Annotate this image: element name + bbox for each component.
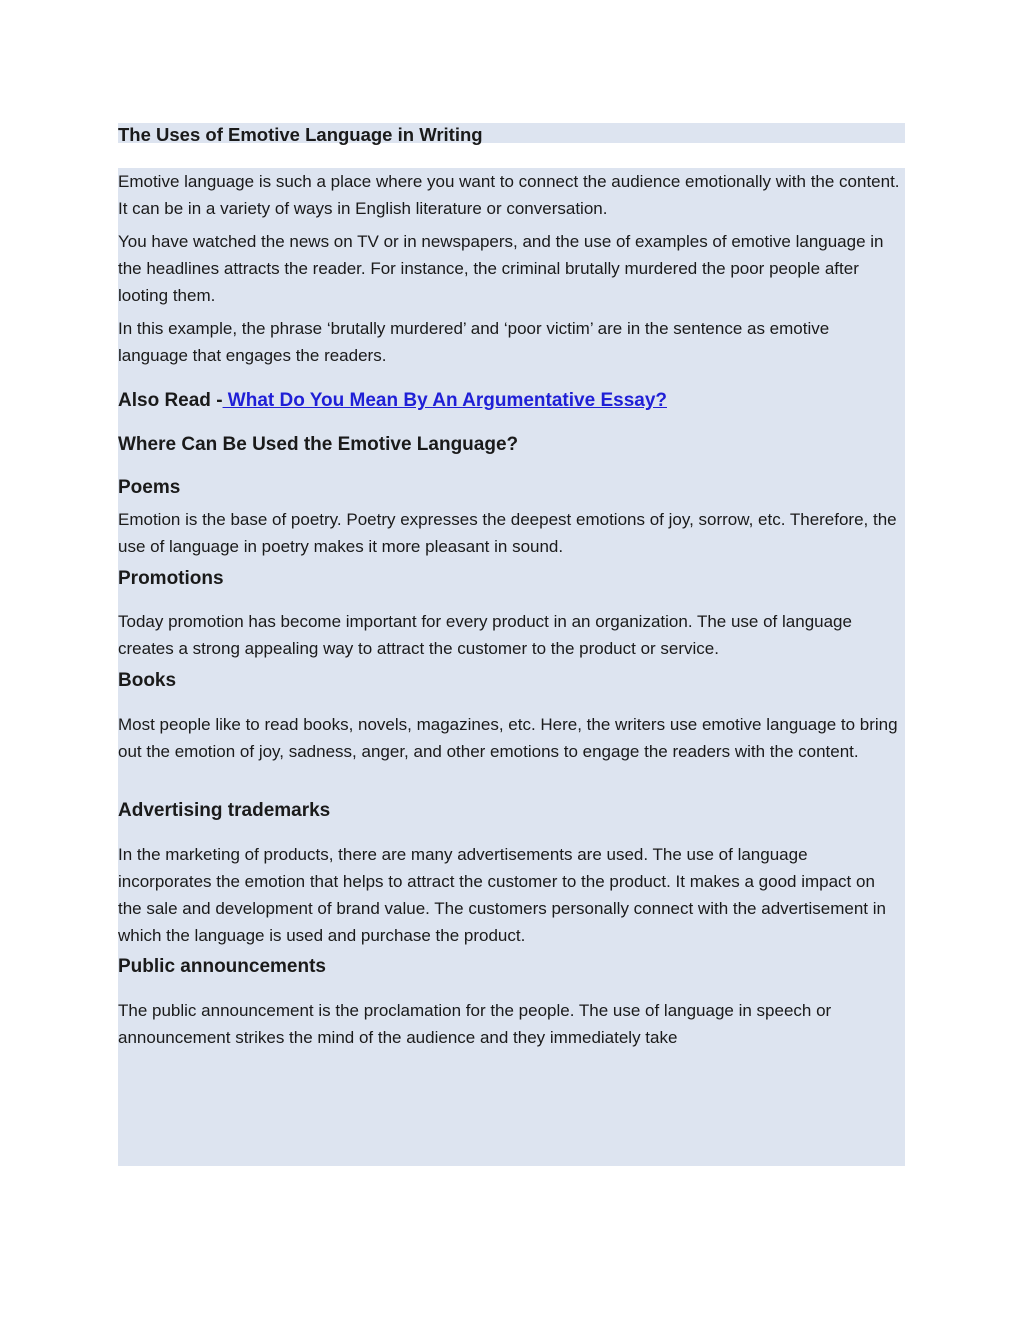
also-read-line xyxy=(118,389,667,413)
intro-paragraph-2: You have watched the news on TV or in newspapers, and the use of examples of emotive language in the headlines attracts the reader. For instance, the criminal brutally murdered the poor people after looting them. xyxy=(118,232,884,305)
argumentative-essay-link[interactable]: What Do You Mean By An Argumentative Essay? xyxy=(222,390,667,411)
advertising-trademarks-heading: Advertising trademarks xyxy=(118,800,331,821)
also-read-prefix: Also Read - xyxy=(118,390,223,411)
books-text: Most people like to read books, novels, magazines, etc. Here, the writers use emotive language to bring out the emotion of joy, sadness, anger, and other emotions to engage the readers with the content. xyxy=(118,715,898,761)
promotions-heading: Promotions xyxy=(118,568,224,589)
public-announcements-heading: Public announcements xyxy=(118,956,326,977)
promotions-text: Today promotion has become important for every product in an organization. The use of language creates a strong appealing way to attract the customer to the product or service. xyxy=(118,612,852,658)
page-title: The Uses of Emotive Language in Writing xyxy=(118,124,483,145)
public-announcements-text: The public announcement is the proclamation for the people. The use of language in speech or announcement strikes the mind of the audience and they immediately take xyxy=(118,1001,832,1047)
poems-heading: Poems xyxy=(118,477,181,498)
advertising-trademarks-text: In the marketing of products, there are many advertisements are used. The use of language incorporates the emotion that helps to attract the customer to the product. It makes a good impact on the sale and development of brand value. The customers personally connect with the advertisement in which the language is used and purchase the product. xyxy=(118,845,886,945)
intro-paragraph-1: Emotive language is such a place where you want to connect the audience emotionally with the content. It can be in a variety of ways in English literature or conversation. xyxy=(118,172,900,218)
books-heading: Books xyxy=(118,670,177,691)
section-heading: Where Can Be Used the Emotive Language? xyxy=(118,434,519,455)
intro-paragraph-3: In this example, the phrase ‘brutally murdered’ and ‘poor victim’ are in the sentence as emotive language that engages the readers. xyxy=(118,319,830,365)
poems-text: Emotion is the base of poetry. Poetry expresses the deepest emotions of joy, sorrow, etc. Therefore, the use of language in poetry makes it more pleasant in sound. xyxy=(118,510,897,556)
